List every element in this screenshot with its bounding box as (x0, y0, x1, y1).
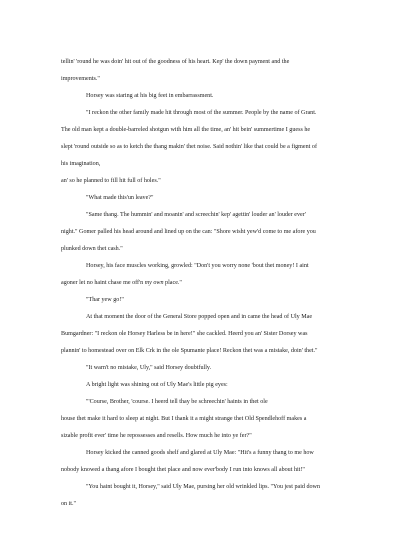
text-line: slept 'round outside so as to ketch the thang makin' thet noise. Said nothin' like that could be a figment of (61, 144, 317, 150)
text-line: night." Gomer palled his head around and lined up on the can: "Shore wisht yew'd come to me afore you (61, 229, 316, 235)
text-line: plunked down thet cash." (61, 246, 123, 252)
text-line: his imagination, (61, 161, 101, 167)
text-run: agoner let no haint chase me off'n (61, 280, 145, 286)
text-line: tellin' 'round he was doin' hit out of the goodness of his heart. Kep' the down payment and the (61, 59, 290, 65)
text-line: The old man kept a double-barreled shotgun with him all the time, an' hit bein' summertime I guess he (61, 127, 311, 133)
text-line: "You haint bought it, Horsey," said Uly Mae, pursing her old wrinkled lips. "You jest paid down (86, 484, 320, 490)
text-line: Horsey was staring at his big feet in embarrassment. (86, 93, 214, 99)
text-run: place." (163, 280, 182, 286)
text-line: "I reckon the other family made hit through most of the summer. People by the name of Grant. (86, 110, 317, 116)
text-line: "'Course, Brother, 'course. I heerd tell thay be schreechin' haints in thet ole (86, 399, 268, 405)
text-line: plannin' to homestead over on Elk Crk in the ole Spumante place! Reckon thet was a mistake, doin' thet." (61, 348, 318, 354)
text-line: house thet make it hard to sleep at night. But I thank it a might strange thet Old Spendlehoff makes a (61, 416, 307, 422)
italic-emphasis: my own (144, 280, 164, 286)
text-line: "Thar yew go!" (86, 297, 124, 303)
text-line: on it." (61, 501, 77, 507)
text-line: At that moment the door of the General Store popped open and in came the head of Uly Mae (86, 314, 313, 320)
text-line: "It warn't no mistake, Uly," said Horsey doubtfully. (86, 365, 212, 371)
text-line: an' so he planned to fill hit full of holes." (61, 178, 161, 184)
text-line (61, 279, 182, 287)
text-line: Horsey kicked the canned goods shelf and glared at Uly Mae: "Hit's a funny thang to me how (86, 450, 314, 456)
text-line: nobody knowed a thang afore I bought thet place and now ever'body I run into knows all about hit!" (61, 467, 305, 473)
text-line: improvements." (61, 76, 100, 82)
text-line: Horsey, his face muscles working, growled: "Don't you worry none 'bout thet money! I aint (86, 263, 309, 269)
text-line: "Same thang. The hummin' and moanin' and screechin' kep' agettin' louder an' louder ever' (86, 212, 306, 218)
text-line: "What made this'un leave?" (86, 195, 154, 201)
text-line: Bumgardner: "I reckon ole Horsey Harless be in here!" she cackled. Heerd you an' Sister Dorsey was (61, 331, 308, 337)
text-line: sizable profit ever' time he repossesses and resells. How much he into ye fer?" (61, 433, 252, 439)
text-line: A bright light was shining out of Uly Mae's little pig eyes: (86, 382, 228, 388)
